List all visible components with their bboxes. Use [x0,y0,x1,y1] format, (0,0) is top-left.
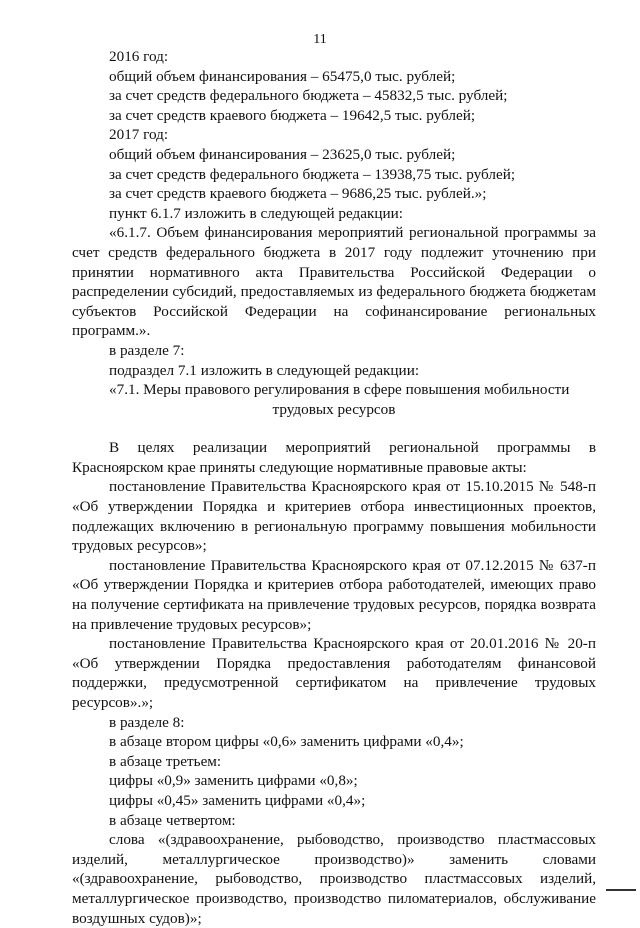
text-line: за счет средств краевого бюджета – 9686,25 тыс. рублей.»; [109,185,487,203]
text-line: 2016 год: [109,48,169,65]
text-line: общий объем финансирования – 65475,0 тыс. рублей; [109,67,456,85]
paragraph: В целях реализации мероприятий региональной программы в Красноярском крае приняты следующие нормативные правовые акты: [72,439,596,476]
text-line: за счет средств краевого бюджета – 19642,5 тыс. рублей; [109,106,476,124]
text-line: в разделе 8: [109,713,185,731]
section-heading-line-1: «7.1. Меры правового регулирования в сфере повышения мобильности [109,381,570,399]
text-line: цифры «0,45» заменить цифрами «0,4»; [109,791,366,809]
text-line: в абзаце третьем: [109,752,222,770]
text-line: за счет средств федерального бюджета – 45832,5 тыс. рублей; [109,87,508,105]
text-line: пункт 6.1.7 изложить в следующей редакции: [109,204,403,222]
blank-line [72,419,596,438]
paragraph: «6.1.7. Объем финансирования мероприятий региональной программы за счет средств федерального бюджета в 2017 году подлежит уточнению при принятии нормативного акта Правительства Российской Федерации о распределении субсидий, предоставляемых из федерального бюджета бюджетам субъектов Российской Федерации на софинансирование региональных программ.». [72,224,596,340]
document-body [72,47,596,928]
text-line: общий объем финансирования – 23625,0 тыс. рублей; [109,145,456,163]
scan-edge-mark [606,889,636,891]
paragraph: постановление Правительства Красноярского края от 20.01.2016 № 20-п «Об утверждении Порядка предоставления работодателям финансовой поддержки, предусмотренной сертификатом на привлечение трудовых ресурсов».»; [72,635,596,711]
text-line: в абзаце втором цифры «0,6» заменить цифрами «0,4»; [109,733,464,751]
text-line: в абзаце четвертом: [109,811,236,829]
paragraph: слова «(здравоохранение, рыбоводство, производство пластмассовых изделий, металлургическое производство)» заменить словами «(здравоохранение, рыбоводство, производство пластмассовых изделий, металлургическое производство, производство пиломатериалов, обслуживание воздушных судов)»; [72,831,596,927]
section-heading-line-2: трудовых ресурсов [272,400,396,418]
text-line: 2017 год: [109,126,169,144]
text-line: в разделе 7: [109,341,185,359]
paragraph: постановление Правительства Красноярского края от 15.10.2015 № 548-п «Об утверждении Порядка и критериев отбора инвестиционных проектов, подлежащих включению в региональную программу повышения мобильности трудовых ресурсов»; [72,478,596,555]
text-line: подраздел 7.1 изложить в следующей редакции: [109,361,420,379]
text-line: цифры «0,9» заменить цифрами «0,8»; [109,772,358,790]
paragraph: постановление Правительства Красноярского края от 07.12.2015 № 637-п «Об утверждении Порядка и критериев отбора работодателей, имеющих право на получение сертификата на привлечение трудовых ресурсов, порядка возврата на привлечение трудовых ресурсов»; [72,556,596,633]
text-line: за счет средств федерального бюджета – 13938,75 тыс. рублей; [109,165,516,183]
page-number: 11 [313,32,327,47]
